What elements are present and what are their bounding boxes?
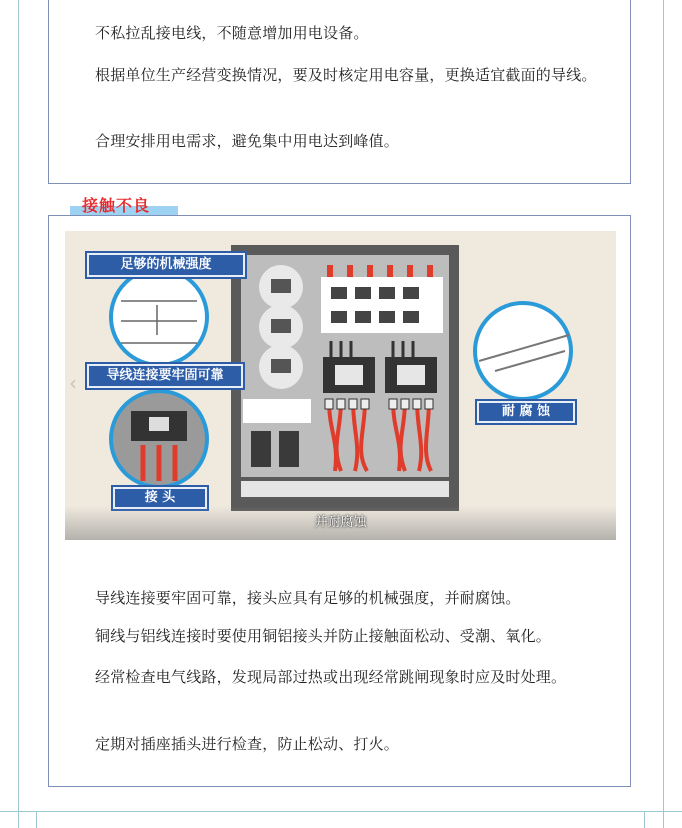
paragraph: 根据单位生产经营变换情况，要及时核定用电容量，更换适宜截面的导线。 — [95, 66, 597, 84]
frame-tick — [36, 812, 37, 828]
badge-secure-connection: 导线连接要牢固可靠 — [87, 364, 243, 388]
section-panel-poor-contact — [48, 215, 631, 787]
frame-line-bottom — [0, 811, 682, 812]
prev-slide-arrow-icon[interactable]: ‹ — [69, 371, 77, 395]
illustration-caption: 并耐腐蚀 — [65, 506, 616, 540]
paragraph: 不私拉乱接电线，不随意增加用电设备。 — [95, 24, 369, 42]
section-title: 接触不良 — [82, 196, 151, 215]
frame-line-left — [18, 0, 19, 828]
paragraph: 铜线与铝线连接时要使用铜铝接头并防止接触面松动、受潮、氧化。 — [95, 627, 552, 645]
paragraph: 经常检查电气线路，发现局部过热或出现经常跳闸现象时应及时处理。 — [95, 668, 567, 686]
paragraph: 定期对插座插头进行检查，防止松动、打火。 — [95, 735, 400, 753]
section-panel-overload — [48, 0, 631, 184]
badge-joint: 接 头 — [113, 487, 207, 509]
paragraph: 合理安排用电需求，避免集中用电达到峰值。 — [95, 132, 400, 150]
paragraph: 导线连接要牢固可靠，接头应具有足够的机械强度，并耐腐蚀。 — [95, 589, 521, 607]
electrical-cabinet-illustration — [65, 231, 616, 540]
badge-mechanical-strength: 足够的机械强度 — [87, 253, 245, 277]
frame-line-right — [663, 0, 664, 828]
badge-corrosion-resistant: 耐 腐 蚀 — [477, 401, 575, 423]
section-title-tag — [70, 193, 178, 215]
frame-tick — [644, 812, 645, 828]
